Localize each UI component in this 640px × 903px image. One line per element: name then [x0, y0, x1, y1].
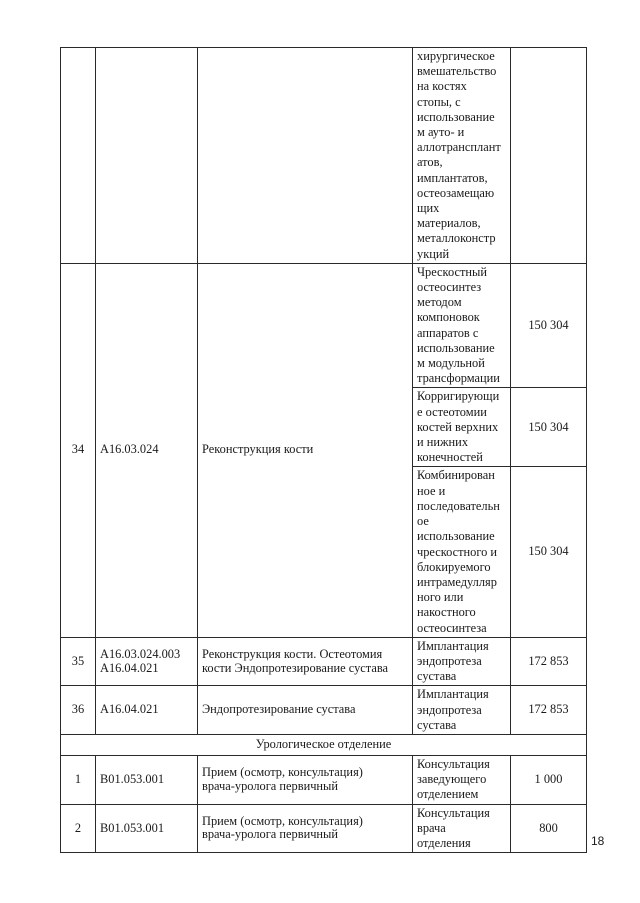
- cell-number: 2: [61, 804, 96, 853]
- cell-number: [61, 48, 96, 264]
- table-row-36: [61, 686, 587, 735]
- cell-code: [96, 48, 198, 264]
- table-row-35: [61, 637, 587, 686]
- cell-name: Прием (осмотр, консультация) врача-уролога первичный: [198, 804, 413, 853]
- table-row-34-a: [61, 263, 587, 388]
- cell-code: А16.03.024.003 А16.04.021: [96, 637, 198, 686]
- section-row-urology: [61, 734, 587, 755]
- page-number: 18: [591, 834, 605, 848]
- cell-price: [511, 48, 587, 264]
- section-title: Урологическое отделение: [61, 734, 587, 755]
- cell-description: Корригирующи е остеотомии костей верхних и нижних конечностей: [413, 388, 511, 467]
- cell-code: А16.03.024: [96, 263, 198, 637]
- price-table: [60, 47, 587, 853]
- cell-price: 150 304: [511, 388, 587, 467]
- cell-name: Прием (осмотр, консультация) врача-уролога первичный: [198, 755, 413, 804]
- cell-number: 1: [61, 755, 96, 804]
- cell-name: Реконструкция кости. Остеотомия кости Эндопротезирование сустава: [198, 637, 413, 686]
- cell-description: Имплантация эндопротеза сустава: [413, 637, 511, 686]
- cell-code: А16.04.021: [96, 686, 198, 735]
- cell-number: 35: [61, 637, 96, 686]
- cell-description: Консультация заведующего отделением: [413, 755, 511, 804]
- cell-name: Реконструкция кости: [198, 263, 413, 637]
- cell-description: Консультация врача отделения: [413, 804, 511, 853]
- cell-description: Имплантация эндопротеза сустава: [413, 686, 511, 735]
- cell-code: В01.053.001: [96, 755, 198, 804]
- cell-name: Эндопротезирование сустава: [198, 686, 413, 735]
- table-row-uro-2: [61, 804, 587, 853]
- cell-number: 36: [61, 686, 96, 735]
- cell-price: 150 304: [511, 467, 587, 637]
- cell-number: 34: [61, 263, 96, 637]
- cell-description: Комбинирован ное и последовательн ое использование чрескостного и блокируемого интрамедулляр ного или накостного остеосинтеза: [413, 467, 511, 637]
- table-row-continuation: [61, 48, 587, 264]
- cell-description: хирургическое вмешательство на костях стопы, с использование м ауто- и аллотрансплант атов, имплантатов, остеозамещаю щих материалов, металлоконстр укций: [413, 48, 511, 264]
- cell-price: 172 853: [511, 637, 587, 686]
- cell-price: 150 304: [511, 263, 587, 388]
- table-row-uro-1: [61, 755, 587, 804]
- cell-price: 800: [511, 804, 587, 853]
- cell-code: В01.053.001: [96, 804, 198, 853]
- cell-name: [198, 48, 413, 264]
- cell-description: Чрескостный остеосинтез методом компоновок аппаратов с использование м модульной трансформации: [413, 263, 511, 388]
- cell-price: 172 853: [511, 686, 587, 735]
- cell-price: 1 000: [511, 755, 587, 804]
